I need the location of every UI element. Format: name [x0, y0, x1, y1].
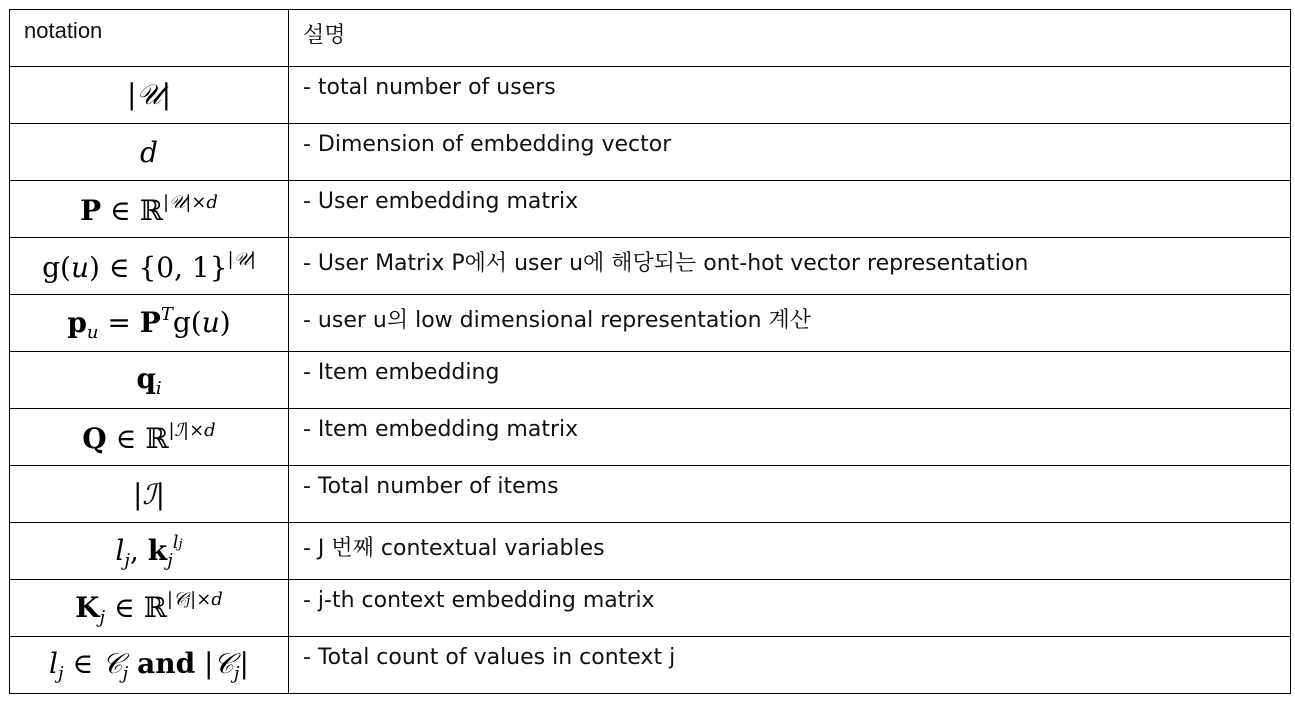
description-cell: - Item embedding matrix	[289, 409, 1291, 466]
notation-cell: $q_i$	[10, 352, 289, 409]
table-row	[10, 637, 1291, 694]
description-cell: - total number of users	[289, 67, 1291, 124]
description-cell: - Total count of values in context j	[289, 637, 1291, 694]
table-row	[10, 124, 1291, 181]
description-cell: - User embedding matrix	[289, 181, 1291, 238]
notation-cell: $l_j$, $k_j^{lj}$	[10, 523, 289, 580]
table-row	[10, 181, 1291, 238]
description-cell: - Item embedding	[289, 352, 1291, 409]
table-row	[10, 466, 1291, 523]
table-header-row	[10, 10, 1291, 67]
notation-cell: $p_u = P^Tg(u)$	[10, 295, 289, 352]
description-cell: - User Matrix P에서 user u에 해당되는 ont-hot vector representation	[289, 238, 1291, 295]
table-row	[10, 295, 1291, 352]
description-cell: - J 번째 contextual variables	[289, 523, 1291, 580]
header-description: 설명	[289, 10, 1291, 67]
notation-cell: $l_j$ ∈ 𝒞$_j$ and |𝒞$_j$|	[10, 637, 289, 694]
table-row	[10, 67, 1291, 124]
notation-cell: |𝒰|	[10, 67, 289, 124]
table-row	[10, 352, 1291, 409]
notation-cell: g(u) ∈ {0, 1}$^{|𝒰|}$	[10, 238, 289, 295]
table-row	[10, 580, 1291, 637]
notation-cell: P ∈ ℝ$^{|𝒰|\times d}$	[10, 181, 289, 238]
notation-table-container	[9, 9, 1291, 694]
description-cell: - j-th context embedding matrix	[289, 580, 1291, 637]
notation-table	[9, 9, 1291, 694]
header-notation: notation	[10, 10, 289, 67]
description-cell: - Total number of items	[289, 466, 1291, 523]
notation-cell: Q ∈ ℝ$^{|ℐ|\times d}$	[10, 409, 289, 466]
table-row	[10, 409, 1291, 466]
table-row	[10, 238, 1291, 295]
notation-cell: d	[10, 124, 289, 181]
notation-cell: $K_j$ ∈ ℝ$^{|𝒞j|\times d}$	[10, 580, 289, 637]
table-row	[10, 523, 1291, 580]
description-cell: - Dimension of embedding vector	[289, 124, 1291, 181]
notation-cell: |ℐ|	[10, 466, 289, 523]
description-cell: - user u의 low dimensional representation 계산	[289, 295, 1291, 352]
